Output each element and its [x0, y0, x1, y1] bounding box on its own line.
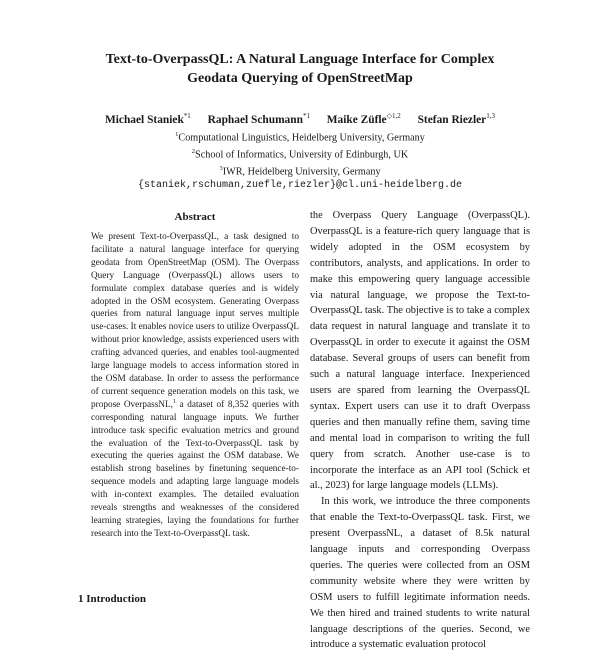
author-emails: {staniek,rschuman,zuefle,riezler}@cl.uni-heidelberg.de	[137, 179, 463, 191]
intro-paragraph-1: the Overpass Query Language (OverpassQL). OverpassQL is a feature-rich query language that is widely adopted in the OSM ecosystem by contributors, analysts, and applications. In order to make this empowering query language accessible via natural language, we propose the Text-to-OverpassQL task. The objective is to take a complex data request in natural language and translate it to OverpassQL in order to execute it against the OSM database. Several groups of users can benefit from such a natural language interface. Inexperienced users are spared from learning the OverpassQL syntax. Expert users can use it to draft Overpass queries and then manually refine them, saving time and mental load in comparison to writing the full query from scratch. Another use-case is to incorporate the interface as an API tool (Schick et al., 2023) for large language models (LLMs).	[310, 210, 530, 492]
affiliation-list	[0, 128, 600, 193]
affiliation	[0, 145, 600, 162]
abstract-text-part-2: a dataset of 8,352 queries with corresponding natural language inputs. We further introduce task specific evaluation metrics and ground the evaluation of the Text-to-OverpassQL task by executing the queries against the OSM database. We establish strong baselines by finetuning sequence-to-sequence models and adapting large language models with in-context examples. The detailed evaluation reveals strengths and weaknesses of the considered learning strategies, laying the foundations for further research into the Text-to-OverpassQL task.	[91, 399, 299, 539]
affiliation-text: IWR, Heidelberg University, Germany	[222, 166, 381, 178]
author-name: Stefan Riezler	[417, 113, 487, 126]
author-name: Maike Züfle	[326, 113, 387, 126]
affiliation	[0, 128, 600, 145]
author	[105, 114, 191, 126]
author-name: Michael Staniek	[105, 113, 184, 126]
affiliation-mark: 3	[219, 164, 223, 172]
affiliation	[0, 162, 600, 179]
affiliation-mark: 1	[175, 131, 179, 138]
author-mark: *1	[302, 112, 310, 120]
intro-paragraph-2: In this work, we introduce the three components that enable the Text-to-OverpassQL task. First, we present OverpassNL, a dataset of 8.5k natural language inputs and corresponding Overpass queries. The queries were collected from an OSM community website where they were written by OSM users to fulfill legitimate information needs. We then hired and trained students to write natural language descriptions of the queries. Second, we introduce a systematic evaluation protocol	[310, 496, 530, 651]
title-line-2: Geodata Querying of OpenStreetMap	[187, 71, 413, 86]
abstract-text-part-1: We present Text-to-OverpassQL, a task designed to facilitate a natural language interface for querying geodata from OpenStreetMap (OSM). The Overpass Query Language (OverpassQL) allows users to formulate complex database queries and is widely adopted in the OSM ecosystem. Generating Overpass queries from natural language input serves multiple use-cases. It enables novice users to utilize OverpassQL without prior knowledge, assists experienced users with crafting advanced queries, and enables tool-augmented large language models to access information stored in the OSM database. In order to assess the performance of current sequence generation models on this task, we propose OverpassNL,	[91, 232, 299, 410]
title-line-1: Text-to-OverpassQL: A Natural Language Interface for Complex	[105, 52, 495, 67]
abstract-body	[91, 231, 299, 541]
paper-title	[0, 50, 600, 88]
abstract-heading: Abstract	[174, 211, 216, 223]
author-mark: 1,3	[486, 112, 495, 120]
author-mark: *1	[183, 112, 191, 120]
author	[418, 114, 495, 126]
footnote-marker: 1	[172, 398, 176, 405]
author-name: Raphael Schumann	[207, 113, 303, 126]
author	[208, 114, 310, 126]
affiliation-text: Computational Linguistics, Heidelberg University, Germany	[178, 132, 425, 144]
author-mark: ◇1,2	[386, 112, 401, 120]
introduction-column	[310, 208, 530, 653]
affiliation-mark: 2	[191, 147, 196, 155]
affiliation-text: School of Informatics, University of Edinburgh, UK	[195, 149, 409, 161]
author	[327, 114, 401, 126]
section-heading-introduction: 1 Introduction	[78, 593, 146, 605]
author-list	[0, 112, 600, 126]
